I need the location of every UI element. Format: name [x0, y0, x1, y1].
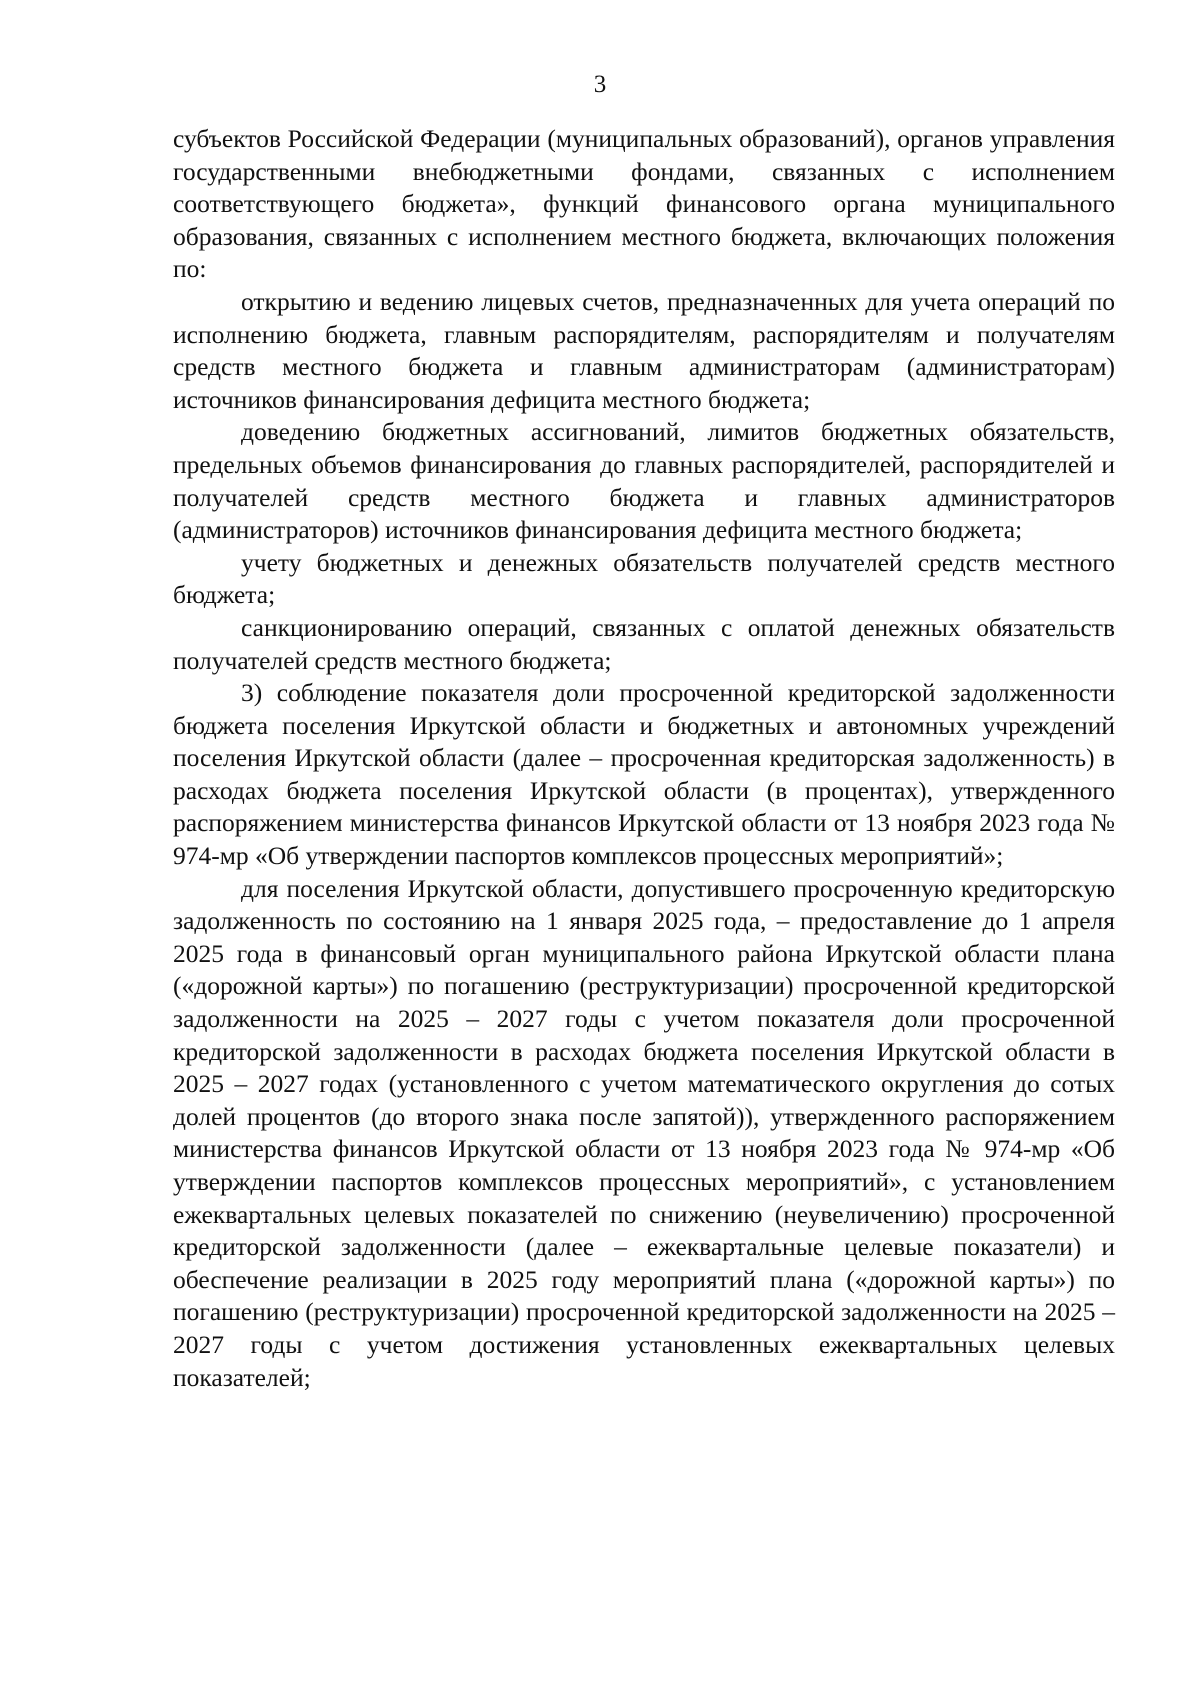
paragraph-5: санкционированию операций, связанных с оплатой денежных обязательств получателей средств местного бюджета; — [173, 612, 1115, 675]
paragraph-2: открытию и ведению лицевых счетов, предназначенных для учета операций по исполнению бюджета, главным распорядителям, распорядителям и получателям средств местного бюджета и главным администраторам (администраторам) источников финансирования дефицита местного бюджета; — [173, 286, 1115, 414]
document-body — [173, 123, 1115, 1394]
paragraph-6: 3) соблюдение показателя доли просроченной кредиторской задолженности бюджета поселения Иркутской области и бюджетных и автономных учреждений поселения Иркутской области (далее – просроченная кредиторская задолженность) в расходах бюджета поселения Иркутской области (в процентах), утвержденного распоряжением министерства финансов Иркутской области от 13 ноября 2023 года № 974-мр «Об утверждении паспортов комплексов процессных мероприятий»; — [173, 678, 1115, 871]
paragraph-4: учету бюджетных и денежных обязательств получателей средств местного бюджета; — [173, 547, 1115, 610]
paragraph-1: субъектов Российской Федерации (муниципальных образований), органов управления государственными внебюджетными фондами, связанных с исполнением соответствующего бюджета», функций финансового органа муниципального образования, связанных с исполнением местного бюджета, включающих положения по: — [173, 124, 1115, 284]
page-number: 3 — [593, 71, 607, 98]
paragraph-3: доведению бюджетных ассигнований, лимитов бюджетных обязательств, предельных объемов финансирования до главных распорядителей, распорядителей и получателей средств местного бюджета и главных администраторов (администраторов) источников финансирования дефицита местного бюджета; — [173, 417, 1115, 545]
paragraph-7: для поселения Иркутской области, допустившего просроченную кредиторскую задолженность по состоянию на 1 января 2025 года, – предоставление до 1 апреля 2025 года в финансовый орган муниципального района Иркутской области плана («дорожной карты») по погашению (реструктуризации) просроченной кредиторской задолженности на 2025 – 2027 годы с учетом показателя доли просроченной кредиторской задолженности в расходах бюджета поселения Иркутской области в 2025 – 2027 годах (установленного с учетом математического округления до сотых долей процентов (до второго знака после запятой)), утвержденного распоряжением министерства финансов Иркутской области от 13 ноября 2023 года № 974-мр «Об утверждении паспортов комплексов процессных мероприятий», с установлением ежеквартальных целевых показателей по снижению (неувеличению) просроченной кредиторской задолженности (далее – ежеквартальные целевые показатели) и обеспечение реализации в 2025 году мероприятий плана («дорожной карты») по погашению (реструктуризации) просроченной кредиторской задолженности на 2025 – 2027 годы с учетом достижения установленных ежеквартальных целевых показателей; — [173, 873, 1115, 1392]
